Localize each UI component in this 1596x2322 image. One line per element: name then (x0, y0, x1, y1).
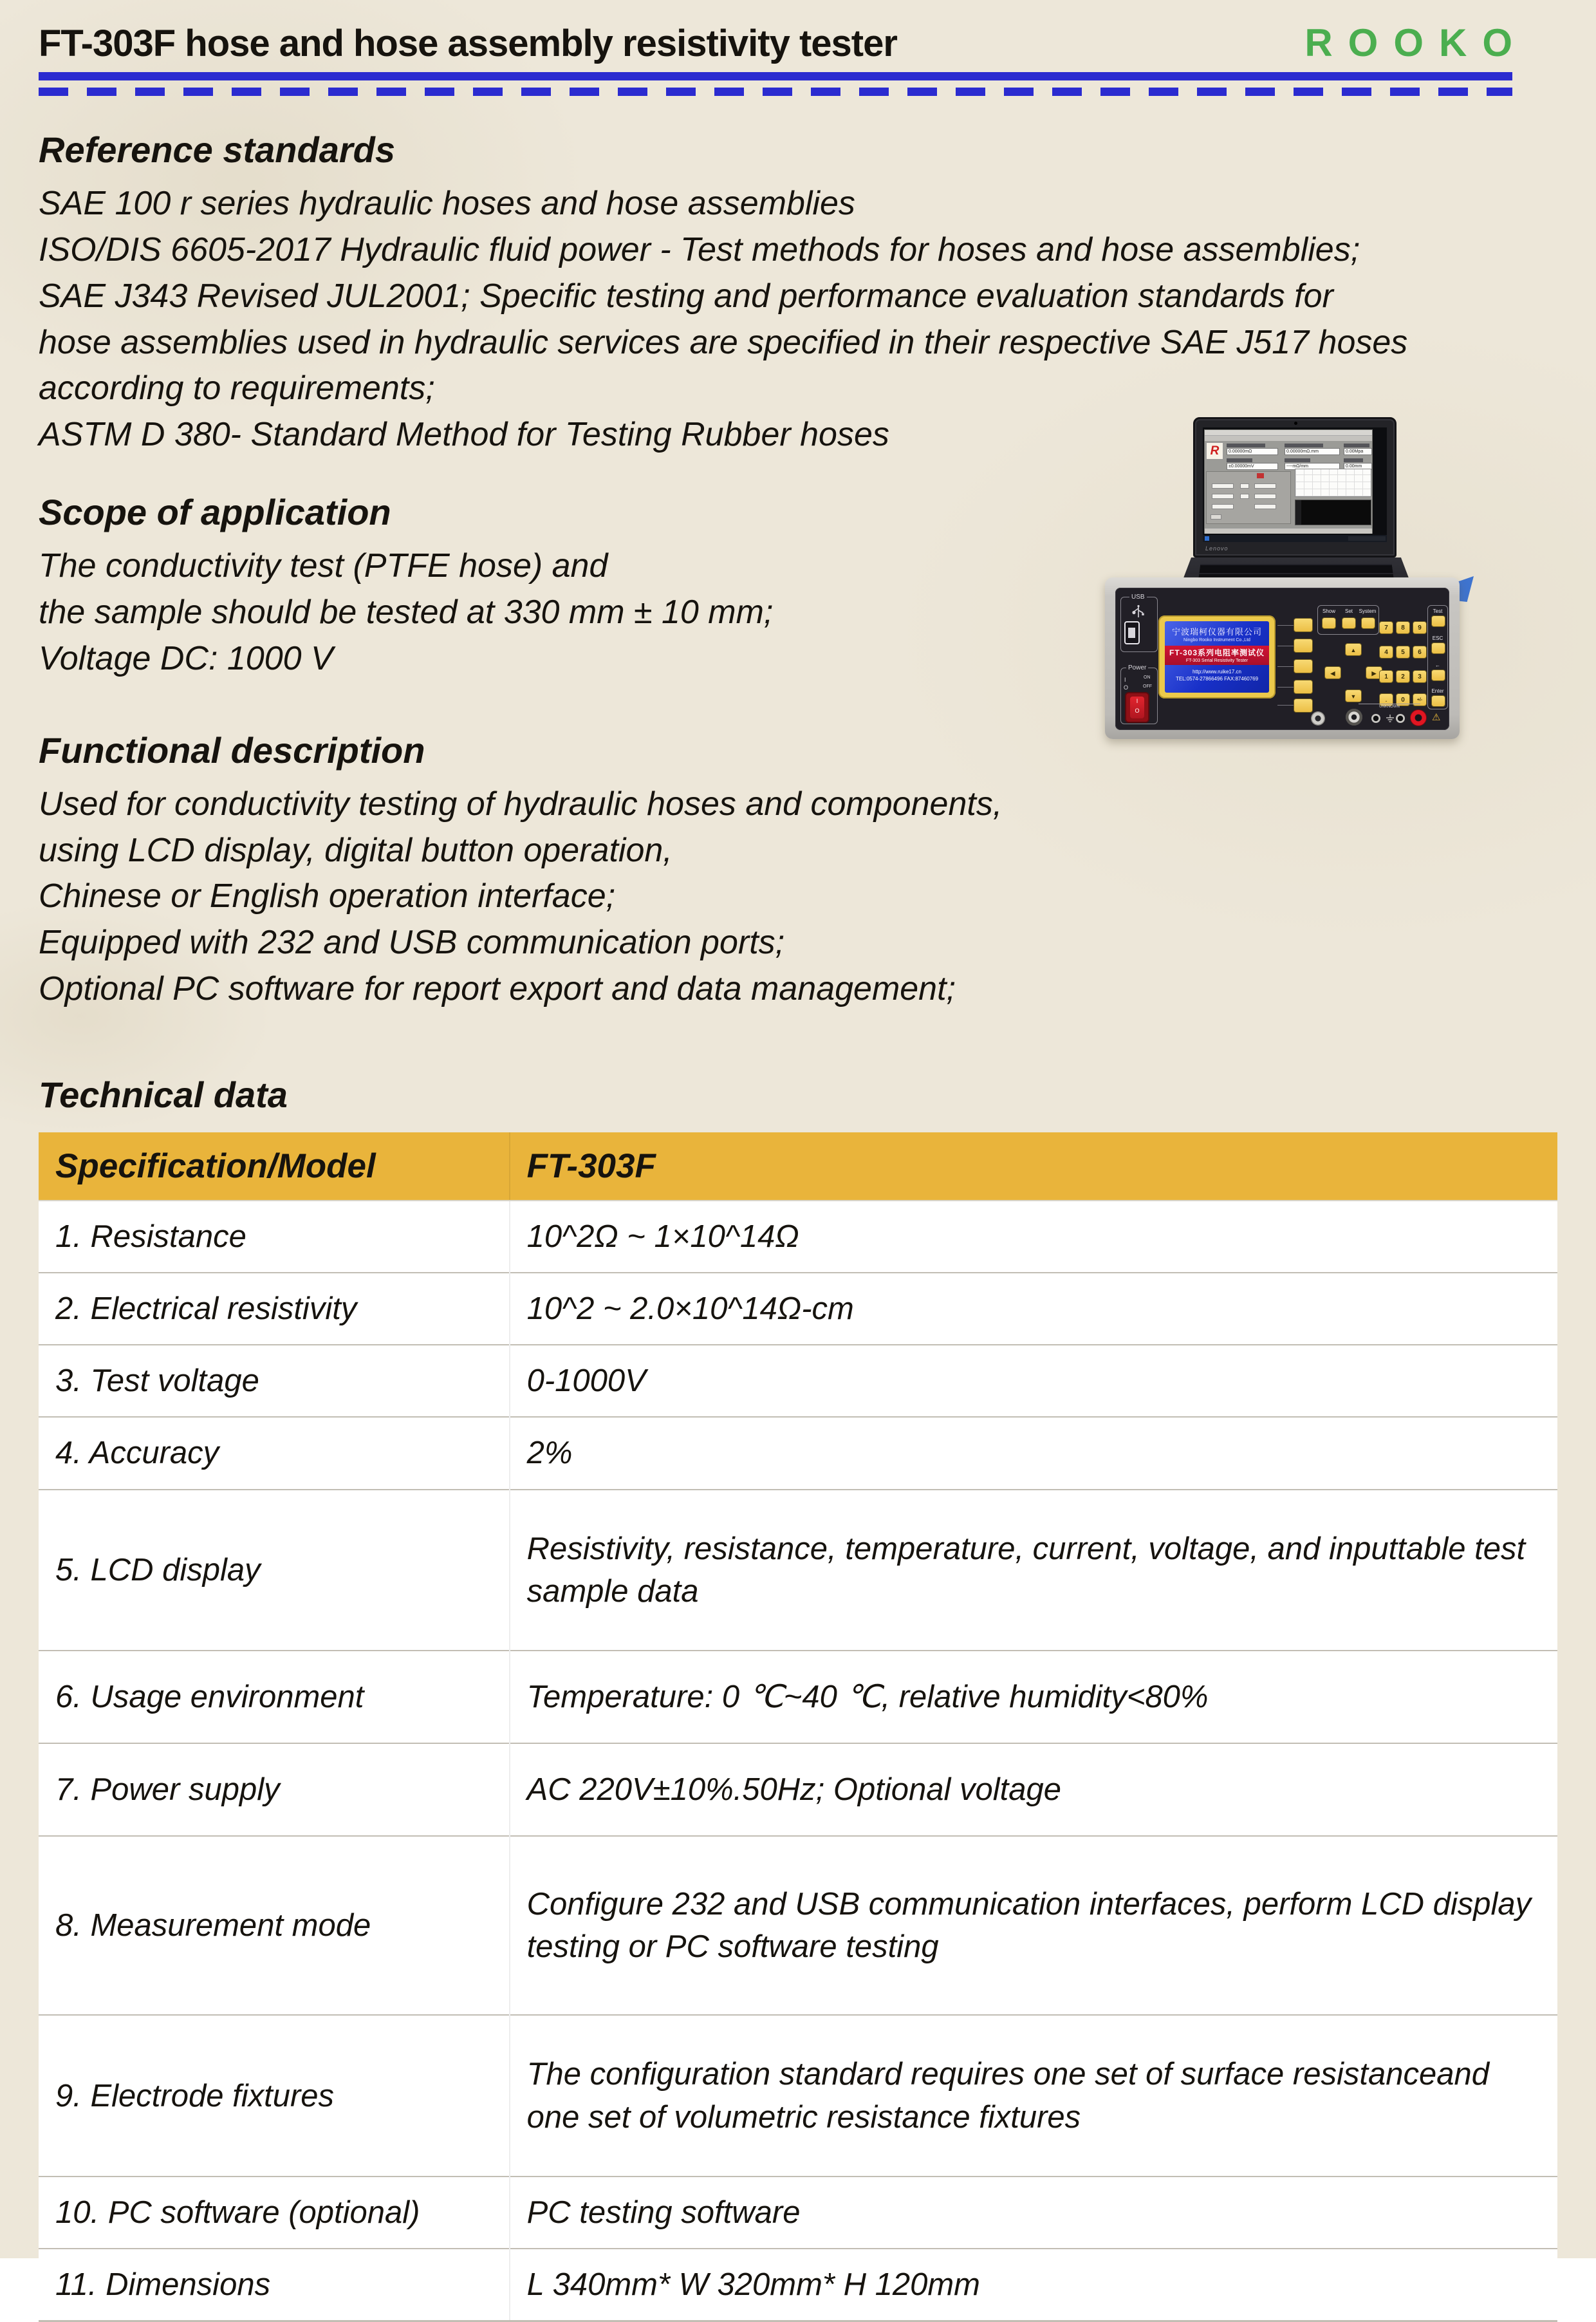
form-input (1240, 494, 1249, 499)
key-8: 8 (1396, 621, 1410, 634)
header-rule-solid (39, 72, 1512, 80)
value-cell: 10^2Ω ~ 1×10^14Ω (510, 1201, 1557, 1273)
lcd-bezel (1158, 615, 1276, 698)
functional-line: Optional PC software for report export and data management; (39, 969, 956, 1007)
set-label: Set (1344, 608, 1353, 614)
table-row (39, 2249, 1557, 2321)
value-cell: AC 220V±10%.50Hz; Optional voltage (510, 1743, 1557, 1836)
form-input (1212, 504, 1234, 509)
scope-line: the sample should be tested at 330 mm ± 10 mm; (39, 594, 774, 632)
menu-key-group (1317, 605, 1379, 635)
section-heading-scope: Scope of application (39, 491, 391, 532)
spec-cell: 4. Accuracy (39, 1417, 510, 1489)
field-label (1227, 444, 1265, 447)
table-row (39, 1743, 1557, 1836)
spec-table (39, 1132, 1557, 2322)
softkey-lead (1277, 687, 1294, 688)
webcam-icon (1294, 422, 1297, 425)
chart-axis (1295, 500, 1301, 525)
system-key (1361, 617, 1375, 629)
esc-label: ESC (1432, 635, 1443, 641)
system-label: System (1359, 608, 1377, 614)
softkey-lead (1277, 705, 1294, 706)
laptop-screen (1193, 417, 1396, 557)
table-row (39, 1201, 1557, 1273)
show-key (1322, 617, 1336, 629)
esc-key (1431, 642, 1445, 654)
table-header-spec: Specification/Model (39, 1132, 510, 1201)
value-cell: L 340mm* W 320mm* H 120mm (510, 2249, 1557, 2321)
lcd-screen (1165, 621, 1269, 693)
soft-key-4 (1294, 680, 1313, 694)
lcd-model-en: FT-303 Serial Resistivity Tester (1185, 659, 1248, 663)
table-row (39, 1651, 1557, 1743)
key-3: 3 (1413, 670, 1427, 683)
app-form-panel (1206, 471, 1291, 524)
key-plus-minus: +/- (1413, 693, 1427, 706)
table-row (39, 1345, 1557, 1417)
form-input (1254, 504, 1276, 509)
field-label (1344, 458, 1363, 462)
field-value: 0.00000mΩ.mm (1285, 448, 1340, 455)
brand-logo: ROOKO (1304, 21, 1528, 64)
power-o-mark: O (1124, 684, 1129, 691)
instrument-front-panel (1115, 588, 1449, 730)
reference-line: ISO/DIS 6605-2017 Hydraulic fluid power - Test methods for hoses and hose assemblies; (39, 231, 1360, 269)
table-header-row (39, 1132, 1557, 1201)
spec-cell: 2. Electrical resistivity (39, 1273, 510, 1345)
power-label: Power (1126, 664, 1148, 671)
soft-key-5 (1294, 698, 1313, 713)
softkey-lead (1277, 625, 1294, 626)
test-label: Test (1433, 608, 1443, 614)
app-statusbar (1205, 528, 1372, 534)
table-row (39, 1273, 1557, 1345)
table-row (39, 2177, 1557, 2249)
functional-line: Chinese or English operation interface; (39, 877, 616, 915)
stop-button-icon (1257, 473, 1264, 478)
value-cell: Resistivity, resistance, temperature, current, voltage, and inputtable test sample data (510, 1490, 1557, 1651)
laptop-brand-label: Lenovo (1205, 545, 1229, 552)
arrow-down-key: ▼ (1345, 689, 1362, 702)
key-4: 4 (1379, 646, 1393, 659)
section-heading-reference: Reference standards (39, 129, 396, 170)
spec-cell: 7. Power supply (39, 1743, 510, 1836)
reference-line: SAE J343 Revised JUL2001; Specific testing and performance evaluation standards for (39, 277, 1333, 315)
ground-icon (1386, 715, 1395, 722)
lcd-company-zh: 宁波瑞柯仪器有限公司 (1171, 627, 1262, 637)
product-photo (1088, 377, 1474, 747)
key-7: 7 (1379, 621, 1393, 634)
lcd-company-en: Ningbo Rooko Instrument Co.,Ltd (1183, 638, 1250, 642)
page-title: FT-303F hose and hose assembly resistivity tester (39, 23, 897, 65)
backspace-label: ← (1435, 662, 1440, 668)
field-value: 0.00000mΩ (1227, 448, 1278, 455)
system-tray (1348, 536, 1386, 541)
scope-line: The conductivity test (PTFE hose) and (39, 547, 608, 585)
warning-icon: ⚠ (1432, 712, 1441, 723)
windows-taskbar (1203, 535, 1387, 542)
set-key (1342, 617, 1356, 629)
power-on-label: ON (1144, 675, 1151, 680)
power-switch-rocker: I O (1130, 697, 1144, 718)
bnc-connector (1346, 709, 1362, 726)
spec-cell: 10. PC software (optional) (39, 2177, 510, 2249)
soft-key-1 (1294, 618, 1313, 632)
function-key-group (1427, 605, 1448, 709)
unknown-terminal-label: UNKNOWN (1359, 704, 1420, 709)
field-value: 0.00Mpa (1344, 448, 1372, 455)
table-row (39, 1417, 1557, 1489)
key-0: 0 (1396, 693, 1410, 706)
show-label: Show (1322, 608, 1335, 614)
functional-line: using LCD display, digital button operation, (39, 831, 673, 869)
value-cell: 2% (510, 1417, 1557, 1489)
table-header-model: FT-303F (510, 1132, 1557, 1201)
power-switch (1125, 692, 1149, 723)
input-jack-hi (1371, 714, 1380, 723)
lcd-tel: TEL:0574-27866496 FAX:87460769 (1175, 676, 1259, 682)
value-cell: The configuration standard requires one set of surface resistanceand one set of volumetric resistance fixtures (510, 2015, 1557, 2176)
field-label (1285, 444, 1323, 447)
header-rule-dashed (39, 88, 1512, 96)
chart-plot-area (1295, 500, 1371, 525)
arrow-right-key: ▶ (1366, 666, 1382, 679)
value-cell: Configure 232 and USB communication interfaces, perform LCD display testing or PC software testing (510, 1836, 1557, 2015)
key-1: 1 (1379, 670, 1393, 683)
enter-key (1431, 695, 1445, 707)
app-titlebar (1205, 430, 1372, 436)
form-input (1212, 483, 1234, 489)
enter-label: Enter (1431, 688, 1444, 694)
reference-line: ASTM D 380- Standard Method for Testing Rubber hoses (39, 416, 889, 454)
value-cell: PC testing software (510, 2177, 1557, 2249)
key-2: 2 (1396, 670, 1410, 683)
key-9: 9 (1413, 621, 1427, 634)
guard-jack (1311, 711, 1325, 726)
app-menubar (1205, 436, 1372, 441)
spec-cell: 11. Dimensions (39, 2249, 510, 2321)
softkey-lead (1277, 666, 1294, 667)
reference-line: hose assemblies used in hydraulic services are specified in their respective SAE J517 hoses (39, 323, 1408, 361)
arrow-up-key: ▲ (1345, 643, 1362, 656)
functional-line: Used for conductivity testing of hydraulic hoses and components, (39, 785, 1003, 823)
table-row (39, 2015, 1557, 2176)
form-input (1254, 483, 1276, 489)
key-5: 5 (1396, 646, 1410, 659)
laptop-display (1203, 427, 1387, 542)
usb-label: USB (1129, 594, 1147, 601)
form-input (1212, 494, 1234, 499)
key-6: 6 (1413, 646, 1427, 659)
key-dot: . (1379, 693, 1393, 706)
rooko-app-logo-icon: R (1206, 442, 1223, 460)
functional-line: Equipped with 232 and USB communication ports; (39, 924, 785, 962)
start-button-icon (1205, 536, 1209, 541)
spec-cell: 1. Resistance (39, 1201, 510, 1273)
section-heading-technical: Technical data (39, 1074, 288, 1115)
value-cell: 0-1000V (510, 1345, 1557, 1417)
lcd-url: http://www.ruike17.cn (1192, 669, 1242, 675)
lcd-model-band (1165, 646, 1269, 665)
value-cell: 10^2 ~ 2.0×10^14Ω-cm (510, 1273, 1557, 1345)
field-label (1285, 458, 1310, 462)
spec-cell: 8. Measurement mode (39, 1836, 510, 2015)
lcd-model-zh: FT-303系列电阻率测试仪 (1169, 648, 1265, 657)
test-key (1431, 615, 1445, 627)
power-i-mark: I (1124, 677, 1126, 683)
reference-line: according to requirements; (39, 370, 435, 407)
value-cell: Temperature: 0 ℃~40 ℃, relative humidity<80% (510, 1651, 1557, 1743)
field-value: 0.00mm (1344, 463, 1372, 470)
form-input (1240, 483, 1249, 489)
reference-line: SAE 100 r series hydraulic hoses and hose assemblies (39, 185, 855, 223)
field-value: ±0.00000mV (1227, 463, 1278, 470)
form-input (1254, 494, 1276, 499)
field-value: ----mΩ/mm (1285, 463, 1340, 470)
spec-cell: 9. Electrode fixtures (39, 2015, 510, 2176)
delete-key (1431, 669, 1445, 681)
input-jack-lo (1396, 714, 1405, 723)
table-row (39, 1490, 1557, 1651)
spec-cell: 5. LCD display (39, 1490, 510, 1651)
high-voltage-jack (1410, 709, 1427, 726)
scope-line: Voltage DC: 1000 V (39, 639, 333, 677)
field-label (1227, 458, 1252, 462)
soft-key-3 (1294, 659, 1313, 673)
field-label (1344, 444, 1369, 447)
section-heading-functional: Functional description (39, 729, 425, 771)
page-header (39, 21, 1528, 65)
spec-cell: 6. Usage environment (39, 1651, 510, 1743)
power-off-label: OFF (1143, 684, 1152, 689)
spec-cell: 3. Test voltage (39, 1345, 510, 1417)
form-buttons (1211, 514, 1288, 521)
arrow-left-key: ◀ (1324, 666, 1341, 679)
table-row (39, 1836, 1557, 2015)
pc-software-window (1204, 429, 1373, 534)
soft-key-2 (1294, 639, 1313, 653)
usb-port-slot (1128, 628, 1135, 638)
usb-icon (1132, 604, 1145, 619)
chart-grid (1295, 469, 1371, 497)
